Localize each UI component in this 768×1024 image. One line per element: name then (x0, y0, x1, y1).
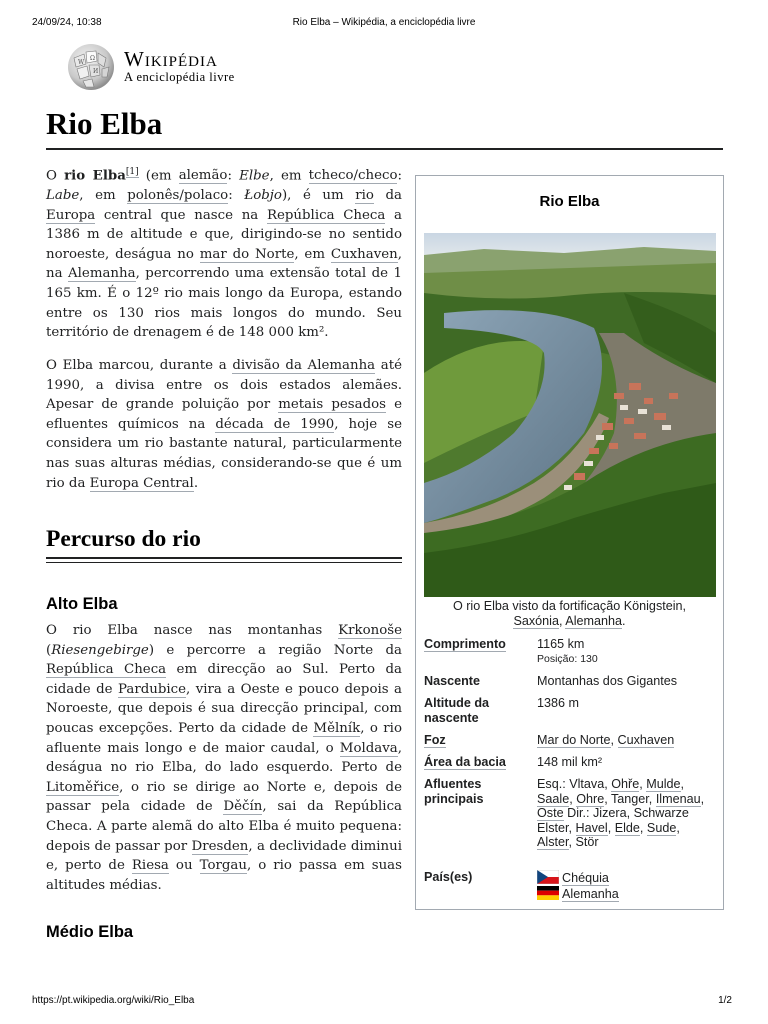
country-germany (537, 886, 717, 902)
subsection-heading-medio-elba: Médio Elba (46, 923, 134, 941)
inline-link[interactable]: Cuxhaven (617, 733, 675, 747)
inline-link[interactable]: tcheco/checo (308, 168, 398, 184)
inline-link[interactable]: Riesa (131, 858, 169, 874)
length-value: 1165 km (537, 637, 585, 651)
alto-elba-text: O rio Elba nasce nas montanhas Krkonoše (Riesengebirge) e percorre a região Norte da República Checa em direcção ao Sul. Perto da cidade de Pardubice, vira a Oeste e pouco depois a Noroeste, que depois é sua direcção principal, com poucas excepções. Perto da cidade de Mělník, o rio afluente mais longo e de maior caudal, o Moldava, deságua no rio Elba, do lado esquerdo. Perto de Litoměřice, o rio se dirige ao Norte e, depois de passar pela cidade de Děčín, sai da República Checa. A parte alemã do alto Elba é muito pequena: depois de passar por Dresden, a declividade diminui e, perto de Riesa ou Torgau, o rio passa em suas altitudes médias. (46, 623, 403, 893)
bold-text: rio Elba (64, 167, 126, 184)
inline-link[interactable]: metais pesados (278, 397, 387, 413)
country-czechia (537, 870, 717, 886)
print-datetime: 24/09/24, 10:38 (32, 17, 102, 28)
inline-link[interactable]: Ilmenau (655, 791, 701, 806)
inline-link[interactable]: Alemanha (565, 614, 623, 628)
inline-link[interactable]: Alemanha (68, 266, 136, 282)
length-rank: Posição: 130 (537, 652, 598, 665)
inline-link[interactable]: polonês/polaco (127, 188, 229, 204)
infobox-caption: O rio Elba visto da fortificação Königstein, Saxónia, Alemanha. (452, 599, 687, 628)
infobox (415, 175, 724, 910)
countries-label: País(es) (424, 870, 473, 884)
alto-elba-paragraph (46, 621, 402, 895)
wikipedia-globe-icon (66, 42, 116, 92)
italic-text: Elbe (239, 168, 270, 184)
inline-link[interactable]: República Checa (266, 207, 386, 223)
svg-text:И: И (93, 68, 99, 75)
italic-text: Łobjo (244, 188, 282, 204)
inline-link[interactable]: mar do Norte (199, 246, 295, 262)
source-value: Montanhas dos Gigantes (537, 674, 678, 688)
altitude-label: Altitude da nascente (424, 696, 490, 725)
inline-link[interactable]: alemão (178, 168, 228, 184)
print-url: https://pt.wikipedia.org/wiki/Rio_Elba (32, 995, 195, 1006)
intro-paragraph-2 (46, 356, 402, 493)
intro-text-2: O Elba marcou, durante a divisão da Alemanha até 1990, a divisa entre os dois estados alemães. Apesar de grande poluição por metais pesados e efluentes químicos na década de 1990, hoje se considera um rio bastante natural, particularmente nas suas alturas médias, considerando-se que é um rio da Europa Central. (46, 358, 403, 491)
altitude-value: 1386 m (537, 696, 580, 710)
subsection-heading-alto-elba: Alto Elba (46, 595, 118, 613)
svg-text:W: W (78, 59, 85, 66)
inline-link[interactable]: Saxónia (513, 614, 559, 628)
inline-link[interactable]: Oste (537, 806, 564, 820)
wikipedia-logo[interactable] (66, 42, 306, 92)
mouth-label[interactable]: Foz (424, 733, 446, 747)
inline-link[interactable]: Sude (646, 820, 677, 835)
svg-text:Ω: Ω (90, 55, 95, 62)
page-title: Rio Elba (46, 106, 163, 141)
basin-value: 148 mil km² (537, 755, 603, 769)
basin-label[interactable]: Área da bacia (424, 755, 506, 769)
inline-link[interactable]: Mělník (313, 720, 361, 736)
inline-link[interactable]: Europa (46, 207, 96, 223)
inline-link[interactable]: Havel (575, 820, 608, 835)
intro-paragraph-1 (46, 163, 402, 343)
infobox-title: Rio Elba (539, 193, 600, 210)
inline-link[interactable]: Alster (537, 835, 569, 849)
inline-link[interactable]: Europa Central (89, 475, 194, 491)
inline-link[interactable]: Moldava (339, 740, 398, 756)
inline-link[interactable]: década de 1990 (215, 416, 335, 432)
wikipedia-tagline: A enciclopédia livre (124, 70, 235, 84)
inline-link[interactable]: Torgau (199, 858, 247, 874)
length-label[interactable]: Comprimento (424, 637, 506, 651)
mouth-value: Mar do Norte, Cuxhaven (537, 733, 675, 747)
german-flag-icon (537, 886, 559, 900)
print-page-title: Rio Elba – Wikipédia, a enciclopédia livre (292, 17, 476, 28)
intro-text-1: O rio Elba[1] (em alemão: Elbe, em tcheco/checo: Labe, em polonês/polaco: Łobjo), é um rio da Europa central que nasce na República Checa a 1386 m de altitude e que, dirigindo-se no sentido noroeste, deságua no mar do Norte, em Cuxhaven, na Alemanha, percorrendo uma extensão total de 1 165 km. É o 12º rio mais longo da Europa, estando entre os 130 rios mais longos do mundo. Seu território de drenagem é de 148 000 km². (46, 167, 402, 341)
section-divider-thin (46, 562, 402, 563)
title-divider (46, 148, 723, 150)
elbe-valley-image (424, 233, 716, 597)
river-photo[interactable] (424, 233, 716, 597)
inline-link[interactable]: divisão da Alemanha (232, 358, 376, 373)
inline-link[interactable]: Elde (614, 820, 640, 835)
inline-link[interactable]: República Checa (46, 662, 167, 678)
italic-text: Labe (46, 188, 80, 204)
inline-link[interactable]: [1] (125, 167, 139, 177)
tributaries-value: Esq.: Vltava, Ohře, Mulde, Saale, Ohre, Tanger, Ilmenau, Oste Dir.: Jizera, Schwarze Elster, Havel, Elde, Sude, Alster, Stör (537, 777, 705, 849)
inline-link[interactable]: Krkonoše (338, 623, 402, 638)
print-page-number: 1/2 (718, 995, 732, 1006)
czech-flag-icon (537, 870, 559, 884)
source-label: Nascente (424, 674, 481, 688)
inline-link[interactable]: Cuxhaven (330, 246, 398, 262)
inline-link[interactable]: Ohře (611, 777, 640, 791)
inline-link[interactable]: Saale (537, 791, 570, 806)
inline-link[interactable]: Mulde (646, 777, 681, 791)
section-divider (46, 557, 402, 559)
inline-link[interactable]: Mar do Norte (537, 733, 611, 747)
tributaries-label: Afluentes principais (424, 777, 484, 806)
section-heading-percurso: Percurso do rio (46, 526, 201, 552)
country-2-link[interactable]: Alemanha (562, 886, 619, 901)
inline-link[interactable]: Litoměřice (46, 779, 120, 795)
inline-link[interactable]: rio (355, 188, 374, 204)
inline-link[interactable]: Ohre (576, 791, 605, 806)
inline-link[interactable]: Děčín (223, 799, 263, 815)
inline-link[interactable]: Dresden (191, 838, 249, 854)
inline-link[interactable]: Pardubice (117, 681, 187, 697)
wikipedia-wordmark: Wikipédia (124, 47, 218, 71)
italic-text: Riesengebirge (51, 642, 149, 658)
country-1-link[interactable]: Chéquia (562, 871, 609, 885)
